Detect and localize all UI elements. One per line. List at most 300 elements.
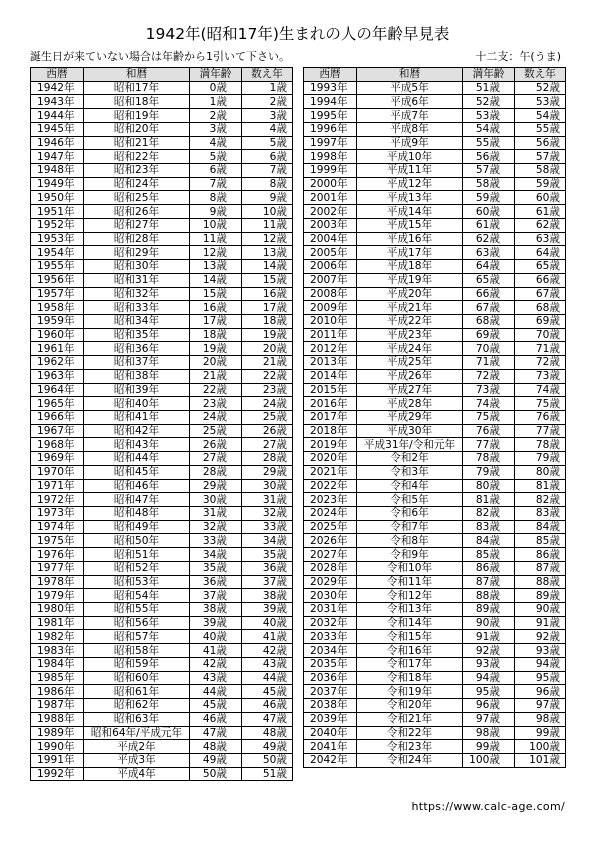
- table-row: [304, 383, 566, 397]
- cell-counted-age: 93歳: [515, 644, 566, 658]
- cell-full-age: 59歳: [463, 191, 515, 205]
- cell-japanese-era: 平成10年: [357, 150, 463, 164]
- table-row: [31, 342, 293, 356]
- cell-western-year: 1984年: [31, 657, 84, 671]
- cell-japanese-era: 令和3年: [357, 465, 463, 479]
- cell-western-year: 1951年: [31, 205, 84, 219]
- cell-counted-age: 22歳: [242, 369, 293, 383]
- cell-counted-age: 15歳: [242, 273, 293, 287]
- cell-full-age: 89歳: [463, 603, 515, 617]
- table-row: [304, 122, 566, 136]
- cell-counted-age: 67歳: [515, 287, 566, 301]
- cell-western-year: 1948年: [31, 164, 84, 178]
- cell-japanese-era: 平成5年: [357, 81, 463, 95]
- cell-counted-age: 4歳: [242, 122, 293, 136]
- table-row: [304, 479, 566, 493]
- cell-japanese-era: 昭和38年: [84, 369, 190, 383]
- table-row: [31, 136, 293, 150]
- cell-counted-age: 6歳: [242, 150, 293, 164]
- cell-counted-age: 69歳: [515, 314, 566, 328]
- cell-japanese-era: 平成17年: [357, 246, 463, 260]
- table-row: [304, 507, 566, 521]
- cell-full-age: 36歳: [190, 575, 242, 589]
- table-row: [31, 520, 293, 534]
- cell-full-age: 97歳: [463, 712, 515, 726]
- table-row: [31, 603, 293, 617]
- table-row: [31, 479, 293, 493]
- table-row: [304, 685, 566, 699]
- cell-western-year: 1972年: [31, 493, 84, 507]
- cell-western-year: 1967年: [31, 424, 84, 438]
- cell-full-age: 2歳: [190, 109, 242, 123]
- cell-western-year: 1944年: [31, 109, 84, 123]
- cell-western-year: 1970年: [31, 465, 84, 479]
- cell-western-year: 1976年: [31, 548, 84, 562]
- cell-japanese-era: 昭和54年: [84, 589, 190, 603]
- table-row: [31, 726, 293, 740]
- cell-western-year: 1958年: [31, 301, 84, 315]
- cell-full-age: 62歳: [463, 232, 515, 246]
- cell-japanese-era: 昭和21年: [84, 136, 190, 150]
- cell-counted-age: 54歳: [515, 109, 566, 123]
- cell-japanese-era: 平成23年: [357, 328, 463, 342]
- cell-full-age: 23歳: [190, 397, 242, 411]
- table-row: [31, 150, 293, 164]
- cell-japanese-era: 平成19年: [357, 273, 463, 287]
- cell-counted-age: 82歳: [515, 493, 566, 507]
- cell-counted-age: 77歳: [515, 424, 566, 438]
- table-row: [304, 548, 566, 562]
- cell-full-age: 73歳: [463, 383, 515, 397]
- cell-western-year: 2006年: [304, 260, 357, 274]
- cell-western-year: 1964年: [31, 383, 84, 397]
- table-row: [304, 603, 566, 617]
- cell-full-age: 22歳: [190, 383, 242, 397]
- cell-full-age: 79歳: [463, 465, 515, 479]
- cell-western-year: 1981年: [31, 616, 84, 630]
- cell-western-year: 1987年: [31, 699, 84, 713]
- table-row: [31, 438, 293, 452]
- cell-japanese-era: 平成12年: [357, 177, 463, 191]
- cell-full-age: 4歳: [190, 136, 242, 150]
- cell-japanese-era: 平成14年: [357, 205, 463, 219]
- cell-japanese-era: 昭和22年: [84, 150, 190, 164]
- cell-japanese-era: 昭和57年: [84, 630, 190, 644]
- cell-western-year: 1991年: [31, 753, 84, 767]
- cell-western-year: 2027年: [304, 548, 357, 562]
- table-row: [304, 232, 566, 246]
- cell-japanese-era: 昭和37年: [84, 356, 190, 370]
- table-row: [31, 712, 293, 726]
- cell-japanese-era: 昭和17年: [84, 81, 190, 95]
- table-row: [31, 465, 293, 479]
- cell-counted-age: 23歳: [242, 383, 293, 397]
- table-row: [31, 767, 293, 781]
- cell-japanese-era: 昭和49年: [84, 520, 190, 534]
- cell-counted-age: 96歳: [515, 685, 566, 699]
- cell-western-year: 2029年: [304, 575, 357, 589]
- cell-western-year: 1974年: [31, 520, 84, 534]
- cell-full-age: 26歳: [190, 438, 242, 452]
- header-western-year: 西暦: [304, 68, 357, 82]
- cell-counted-age: 84歳: [515, 520, 566, 534]
- cell-western-year: 1995年: [304, 109, 357, 123]
- cell-full-age: 45歳: [190, 699, 242, 713]
- cell-counted-age: 7歳: [242, 164, 293, 178]
- cell-counted-age: 29歳: [242, 465, 293, 479]
- cell-full-age: 10歳: [190, 218, 242, 232]
- cell-japanese-era: 昭和43年: [84, 438, 190, 452]
- cell-japanese-era: 昭和46年: [84, 479, 190, 493]
- cell-full-age: 6歳: [190, 164, 242, 178]
- table-row: [31, 507, 293, 521]
- cell-full-age: 32歳: [190, 520, 242, 534]
- cell-full-age: 44歳: [190, 685, 242, 699]
- cell-japanese-era: 令和19年: [357, 685, 463, 699]
- cell-western-year: 1993年: [304, 81, 357, 95]
- cell-full-age: 64歳: [463, 260, 515, 274]
- cell-full-age: 78歳: [463, 452, 515, 466]
- table-row: [31, 534, 293, 548]
- cell-japanese-era: 令和17年: [357, 657, 463, 671]
- cell-japanese-era: 昭和18年: [84, 95, 190, 109]
- table-row: [304, 740, 566, 754]
- cell-counted-age: 87歳: [515, 561, 566, 575]
- table-row: [31, 657, 293, 671]
- cell-full-age: 75歳: [463, 410, 515, 424]
- cell-japanese-era: 令和10年: [357, 561, 463, 575]
- cell-japanese-era: 平成9年: [357, 136, 463, 150]
- header-full-age: 満年齢: [190, 68, 242, 82]
- cell-full-age: 41歳: [190, 644, 242, 658]
- cell-western-year: 1986年: [31, 685, 84, 699]
- table-row: [304, 465, 566, 479]
- cell-full-age: 56歳: [463, 150, 515, 164]
- table-row: [31, 383, 293, 397]
- cell-japanese-era: 昭和26年: [84, 205, 190, 219]
- cell-japanese-era: 昭和27年: [84, 218, 190, 232]
- cell-japanese-era: 令和12年: [357, 589, 463, 603]
- cell-counted-age: 76歳: [515, 410, 566, 424]
- cell-full-age: 85歳: [463, 548, 515, 562]
- cell-western-year: 1973年: [31, 507, 84, 521]
- table-row: [304, 314, 566, 328]
- table-row: [31, 753, 293, 767]
- cell-western-year: 2041年: [304, 740, 357, 754]
- table-row: [304, 136, 566, 150]
- cell-counted-age: 79歳: [515, 452, 566, 466]
- cell-western-year: 2035年: [304, 657, 357, 671]
- cell-japanese-era: 令和24年: [357, 753, 463, 767]
- table-row: [31, 122, 293, 136]
- cell-western-year: 2005年: [304, 246, 357, 260]
- cell-japanese-era: 令和6年: [357, 507, 463, 521]
- table-row: [31, 561, 293, 575]
- table-row: [31, 232, 293, 246]
- cell-western-year: 1957年: [31, 287, 84, 301]
- cell-western-year: 1975年: [31, 534, 84, 548]
- cell-japanese-era: 平成31年/令和元年: [357, 438, 463, 452]
- cell-full-age: 28歳: [190, 465, 242, 479]
- cell-japanese-era: 昭和60年: [84, 671, 190, 685]
- table-row: [304, 753, 566, 767]
- cell-western-year: 1943年: [31, 95, 84, 109]
- cell-western-year: 1965年: [31, 397, 84, 411]
- cell-full-age: 51歳: [463, 81, 515, 95]
- cell-full-age: 93歳: [463, 657, 515, 671]
- zodiac-label: 十二支：午(うま): [475, 50, 561, 63]
- cell-japanese-era: 昭和19年: [84, 109, 190, 123]
- table-row: [304, 589, 566, 603]
- cell-counted-age: 26歳: [242, 424, 293, 438]
- table-row: [304, 726, 566, 740]
- table-row: [31, 740, 293, 754]
- cell-western-year: 2024年: [304, 507, 357, 521]
- cell-full-age: 70歳: [463, 342, 515, 356]
- cell-western-year: 1985年: [31, 671, 84, 685]
- table-row: [31, 301, 293, 315]
- table-row: [304, 410, 566, 424]
- cell-full-age: 63歳: [463, 246, 515, 260]
- cell-counted-age: 39歳: [242, 603, 293, 617]
- cell-counted-age: 70歳: [515, 328, 566, 342]
- cell-counted-age: 55歳: [515, 122, 566, 136]
- cell-counted-age: 91歳: [515, 616, 566, 630]
- cell-western-year: 1996年: [304, 122, 357, 136]
- table-row: [304, 191, 566, 205]
- cell-japanese-era: 平成29年: [357, 410, 463, 424]
- cell-japanese-era: 令和16年: [357, 644, 463, 658]
- cell-counted-age: 28歳: [242, 452, 293, 466]
- cell-japanese-era: 令和20年: [357, 699, 463, 713]
- cell-western-year: 2012年: [304, 342, 357, 356]
- table-row: [31, 260, 293, 274]
- cell-japanese-era: 令和22年: [357, 726, 463, 740]
- cell-counted-age: 75歳: [515, 397, 566, 411]
- table-row: [304, 616, 566, 630]
- cell-japanese-era: 昭和52年: [84, 561, 190, 575]
- cell-full-age: 60歳: [463, 205, 515, 219]
- header-japanese-era: 和暦: [357, 68, 463, 82]
- cell-japanese-era: 昭和41年: [84, 410, 190, 424]
- cell-western-year: 2017年: [304, 410, 357, 424]
- cell-western-year: 2009年: [304, 301, 357, 315]
- table-row: [304, 328, 566, 342]
- cell-japanese-era: 平成16年: [357, 232, 463, 246]
- cell-japanese-era: 平成30年: [357, 424, 463, 438]
- cell-counted-age: 74歳: [515, 383, 566, 397]
- cell-full-age: 99歳: [463, 740, 515, 754]
- cell-western-year: 1971年: [31, 479, 84, 493]
- cell-full-age: 38歳: [190, 603, 242, 617]
- cell-japanese-era: 平成4年: [84, 767, 190, 781]
- cell-japanese-era: 昭和50年: [84, 534, 190, 548]
- cell-western-year: 2002年: [304, 205, 357, 219]
- table-row: [31, 273, 293, 287]
- cell-japanese-era: 平成8年: [357, 122, 463, 136]
- cell-full-age: 100歳: [463, 753, 515, 767]
- cell-western-year: 2007年: [304, 273, 357, 287]
- cell-counted-age: 100歳: [515, 740, 566, 754]
- cell-full-age: 72歳: [463, 369, 515, 383]
- cell-counted-age: 49歳: [242, 740, 293, 754]
- cell-western-year: 2022年: [304, 479, 357, 493]
- cell-counted-age: 57歳: [515, 150, 566, 164]
- table-row: [304, 575, 566, 589]
- cell-western-year: 2021年: [304, 465, 357, 479]
- cell-japanese-era: 平成18年: [357, 260, 463, 274]
- cell-western-year: 2040年: [304, 726, 357, 740]
- table-row: [304, 273, 566, 287]
- cell-western-year: 1959年: [31, 314, 84, 328]
- cell-counted-age: 18歳: [242, 314, 293, 328]
- cell-japanese-era: 平成21年: [357, 301, 463, 315]
- cell-full-age: 81歳: [463, 493, 515, 507]
- cell-counted-age: 99歳: [515, 726, 566, 740]
- cell-japanese-era: 昭和42年: [84, 424, 190, 438]
- cell-full-age: 35歳: [190, 561, 242, 575]
- cell-counted-age: 8歳: [242, 177, 293, 191]
- cell-western-year: 1950年: [31, 191, 84, 205]
- cell-western-year: 2038年: [304, 699, 357, 713]
- cell-counted-age: 1歳: [242, 81, 293, 95]
- cell-counted-age: 30歳: [242, 479, 293, 493]
- cell-western-year: 2028年: [304, 561, 357, 575]
- cell-full-age: 46歳: [190, 712, 242, 726]
- cell-japanese-era: 昭和62年: [84, 699, 190, 713]
- cell-counted-age: 88歳: [515, 575, 566, 589]
- table-row: [304, 95, 566, 109]
- table-row: [304, 671, 566, 685]
- table-row: [304, 218, 566, 232]
- cell-full-age: 39歳: [190, 616, 242, 630]
- cell-counted-age: 60歳: [515, 191, 566, 205]
- table-row: [31, 644, 293, 658]
- cell-western-year: 1988年: [31, 712, 84, 726]
- cell-japanese-era: 昭和23年: [84, 164, 190, 178]
- cell-full-age: 76歳: [463, 424, 515, 438]
- cell-western-year: 1952年: [31, 218, 84, 232]
- cell-western-year: 2003年: [304, 218, 357, 232]
- cell-full-age: 98歳: [463, 726, 515, 740]
- cell-western-year: 2034年: [304, 644, 357, 658]
- table-row: [31, 246, 293, 260]
- cell-western-year: 1989年: [31, 726, 84, 740]
- cell-full-age: 42歳: [190, 657, 242, 671]
- cell-japanese-era: 令和11年: [357, 575, 463, 589]
- cell-counted-age: 63歳: [515, 232, 566, 246]
- table-row: [31, 699, 293, 713]
- cell-western-year: 1969年: [31, 452, 84, 466]
- cell-western-year: 2010年: [304, 314, 357, 328]
- cell-western-year: 2014年: [304, 369, 357, 383]
- cell-western-year: 1999年: [304, 164, 357, 178]
- cell-full-age: 16歳: [190, 301, 242, 315]
- table-row: [31, 356, 293, 370]
- table-row: [304, 438, 566, 452]
- cell-japanese-era: 昭和48年: [84, 507, 190, 521]
- cell-western-year: 2000年: [304, 177, 357, 191]
- cell-full-age: 83歳: [463, 520, 515, 534]
- cell-western-year: 1990年: [31, 740, 84, 754]
- table-row: [304, 493, 566, 507]
- table-row: [31, 164, 293, 178]
- cell-western-year: 1947年: [31, 150, 84, 164]
- cell-japanese-era: 昭和58年: [84, 644, 190, 658]
- cell-japanese-era: 令和5年: [357, 493, 463, 507]
- table-row: [304, 205, 566, 219]
- cell-full-age: 96歳: [463, 699, 515, 713]
- table-row: [304, 397, 566, 411]
- cell-western-year: 2008年: [304, 287, 357, 301]
- cell-full-age: 94歳: [463, 671, 515, 685]
- cell-western-year: 1956年: [31, 273, 84, 287]
- table-row: [304, 246, 566, 260]
- table-row: [31, 548, 293, 562]
- cell-western-year: 1994年: [304, 95, 357, 109]
- header-western-year: 西暦: [31, 68, 84, 82]
- cell-western-year: 2036年: [304, 671, 357, 685]
- cell-western-year: 2026年: [304, 534, 357, 548]
- cell-japanese-era: 昭和24年: [84, 177, 190, 191]
- cell-full-age: 67歳: [463, 301, 515, 315]
- cell-japanese-era: 令和13年: [357, 603, 463, 617]
- table-row: [31, 685, 293, 699]
- cell-full-age: 49歳: [190, 753, 242, 767]
- cell-counted-age: 32歳: [242, 507, 293, 521]
- cell-western-year: 1997年: [304, 136, 357, 150]
- cell-full-age: 15歳: [190, 287, 242, 301]
- cell-full-age: 33歳: [190, 534, 242, 548]
- cell-western-year: 1942年: [31, 81, 84, 95]
- cell-full-age: 14歳: [190, 273, 242, 287]
- table-row: [31, 95, 293, 109]
- cell-counted-age: 44歳: [242, 671, 293, 685]
- cell-western-year: 2033年: [304, 630, 357, 644]
- cell-japanese-era: 昭和39年: [84, 383, 190, 397]
- cell-western-year: 2011年: [304, 328, 357, 342]
- cell-japanese-era: 令和23年: [357, 740, 463, 754]
- cell-counted-age: 9歳: [242, 191, 293, 205]
- cell-full-age: 58歳: [463, 177, 515, 191]
- cell-western-year: 2016年: [304, 397, 357, 411]
- cell-counted-age: 27歳: [242, 438, 293, 452]
- cell-western-year: 1961年: [31, 342, 84, 356]
- table-row: [304, 342, 566, 356]
- cell-japanese-era: 平成2年: [84, 740, 190, 754]
- cell-full-age: 43歳: [190, 671, 242, 685]
- cell-western-year: 1980年: [31, 603, 84, 617]
- table-header-row: [31, 68, 293, 82]
- cell-western-year: 2042年: [304, 753, 357, 767]
- table-row: [304, 164, 566, 178]
- table-row: [304, 561, 566, 575]
- cell-counted-age: 65歳: [515, 260, 566, 274]
- cell-counted-age: 62歳: [515, 218, 566, 232]
- cell-full-age: 65歳: [463, 273, 515, 287]
- cell-full-age: 50歳: [190, 767, 242, 781]
- cell-full-age: 92歳: [463, 644, 515, 658]
- table-row: [304, 287, 566, 301]
- table-header-row: [304, 68, 566, 82]
- table-row: [31, 205, 293, 219]
- cell-western-year: 2025年: [304, 520, 357, 534]
- cell-japanese-era: 昭和55年: [84, 603, 190, 617]
- cell-western-year: 2032年: [304, 616, 357, 630]
- table-row: [31, 575, 293, 589]
- table-row: [304, 630, 566, 644]
- table-row: [304, 109, 566, 123]
